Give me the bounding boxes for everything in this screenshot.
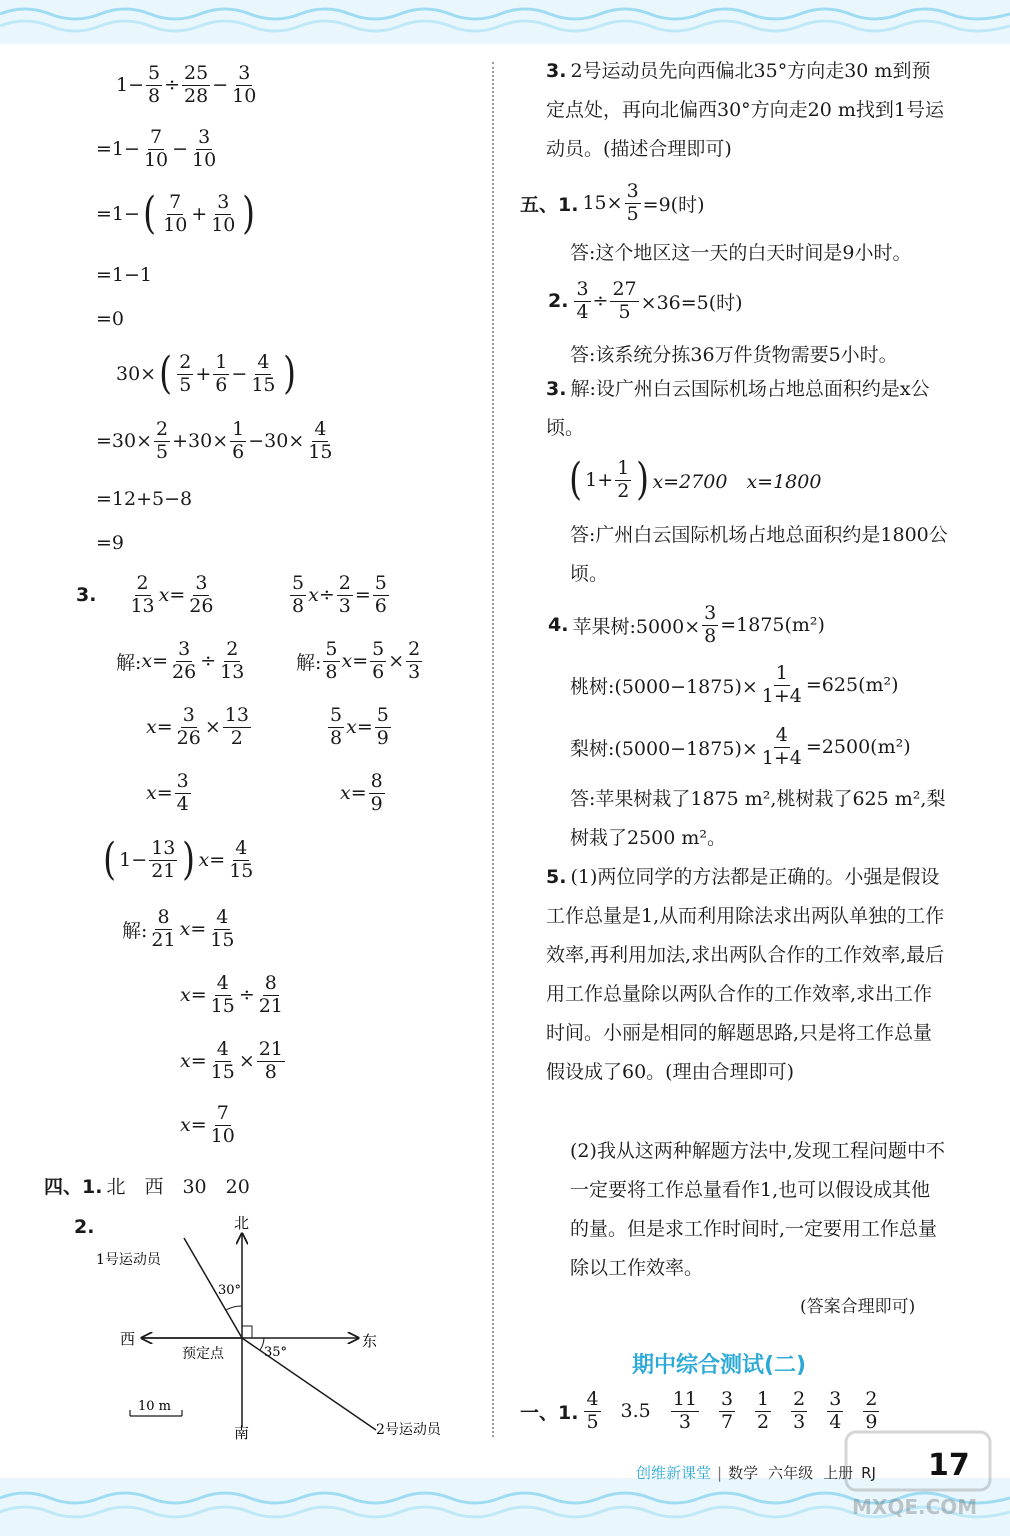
fraction: $\frac{8}{21}$ (258, 972, 283, 1017)
r-q5-2-formula: 2. $\frac{3}{4}$ ÷ $\frac{27}{5}$ ×36=5(时) (548, 278, 743, 323)
fraction: $\frac{11}{3}$ (672, 1388, 697, 1433)
footer-term: 上册 (823, 1464, 854, 1482)
fraction: $\frac{2}{13}$ (130, 572, 155, 617)
q3-eq-c3: x = $\frac{4}{15}$ ÷ $\frac{8}{21}$ (180, 972, 283, 1017)
fraction: $\frac{1}{6}$ (232, 418, 245, 463)
fraction: $\frac{5}{8}$ (148, 62, 161, 107)
label-point: 预定点 (182, 1346, 224, 1362)
fraction: $\frac{2}{5}$ (179, 350, 192, 396)
fraction: $\frac{5}{8}$ (330, 704, 343, 749)
r-q5-4-peach: 桃树:(5000−1875)× $\frac{1}{1+4}$ =625(m²) (570, 662, 899, 707)
fraction: $\frac{4}{15}$ (210, 906, 235, 951)
fraction: $\frac{3}{10}$ (211, 190, 236, 236)
q3-eq-b3: $\frac{5}{8}$ x = $\frac{5}{9}$ (330, 704, 389, 749)
line-to-athlete-2 (242, 1338, 376, 1430)
label-angle-30: 30° (218, 1283, 242, 1298)
q3-eq-c4: x = $\frac{4}{15}$ × $\frac{21}{8}$ (180, 1038, 283, 1083)
fraction: $\frac{27}{5}$ (612, 278, 637, 323)
fraction: $\frac{13}{21}$ (151, 836, 176, 882)
label-scale: 10 m (138, 1399, 172, 1414)
fraction: $\frac{1}{2}$ (617, 456, 630, 502)
label-east: 东 (362, 1332, 378, 1350)
calc1-line5: =0 (96, 308, 125, 330)
fraction: $\frac{4}{15}$ (210, 1038, 235, 1083)
fraction: $\frac{5}{8}$ (292, 572, 305, 617)
fraction: $\frac{3}{26}$ (176, 704, 201, 749)
q3-eq-c5: x = $\frac{7}{10}$ (180, 1102, 235, 1147)
calc2-line1: 30× ( $\frac{2}{5}$ + $\frac{1}{6}$ − $\frac{4}{15}$ ) (116, 348, 296, 399)
calc1-line1: 1− $\frac{5}{8}$ ÷ $\frac{25}{28}$ − $\frac{3}{10}$ (116, 62, 257, 107)
q3-eq-c1: ( 1− $\frac{13}{21}$ ) x = $\frac{4}{15}$ (103, 834, 254, 885)
q3-eq-a2: 解: x = $\frac{3}{26}$ ÷ $\frac{2}{13}$ (116, 638, 245, 683)
r-q5-5-p2: (2)我从这两种解题方法中,发现工程问题中不一定要将工作总量看作1,也可以假设成其他的量。但是求工作时间时,一定要用工作总量除以工作效率。 (570, 1140, 945, 1279)
label-angle-35: 35° (264, 1345, 288, 1360)
angle-mark-30 (226, 1306, 242, 1310)
q3-eq-b2: 解: $\frac{5}{8}$ x = $\frac{5}{6}$ × $\frac{2}{3}$ (296, 638, 421, 683)
fraction: $\frac{5}{9}$ (376, 704, 389, 749)
fraction: $\frac{7}{10}$ (143, 126, 169, 171)
r-q5-4-pear: 梨树:(5000−1875)× $\frac{4}{1+4}$ =2500(m²) (570, 724, 911, 769)
calc1-line4: =1−1 (96, 264, 153, 286)
q4-2-number: 2. (74, 1216, 95, 1238)
footer-subject: 数学 (728, 1464, 759, 1482)
fraction: $\frac{3}{8}$ (704, 602, 717, 647)
fraction: $\frac{7}{10}$ (163, 190, 188, 236)
r-q5-5-note: (答案合理即可) (800, 1297, 916, 1317)
fraction: $\frac{25}{28}$ (184, 62, 209, 107)
label-athlete-1: 1号运动员 (96, 1252, 161, 1268)
fraction: $\frac{3}{26}$ (189, 572, 214, 617)
footer-grade: 六年级 (768, 1464, 814, 1482)
fraction: $\frac{4}{5}$ (586, 1388, 599, 1433)
fraction: $\frac{2}{5}$ (156, 418, 169, 463)
watermark-text: MXQE.COM (852, 1495, 978, 1519)
right-angle-mark (242, 1326, 252, 1338)
r-q5-1-answer: 答:这个地区这一天的白天时间是9小时。 (570, 242, 912, 264)
r-q5-4-answer: 答:苹果树栽了1875 m²,桃树栽了625 m²,梨树栽了2500 m²。 (570, 788, 946, 849)
calc1-line3: =1− ( $\frac{7}{10}$ + $\frac{3}{10}$ ) (96, 188, 256, 239)
fraction: $\frac{2}{3}$ (793, 1388, 806, 1433)
fraction: $\frac{4}{1+4}$ (761, 724, 802, 769)
fraction: $\frac{3}{4}$ (176, 770, 189, 815)
fraction: $\frac{5}{8}$ (325, 638, 338, 683)
fraction: $\frac{8}{21}$ (151, 906, 176, 951)
label-west: 西 (120, 1330, 136, 1348)
fraction: $\frac{1}{2}$ (757, 1388, 770, 1433)
q3-eq-a1: 3. $\frac{2}{13}$ x = $\frac{3}{26}$ (76, 572, 214, 617)
r-q5-3-answer: 答:广州白云国际机场占地总面积约是1800公顷。 (570, 524, 948, 585)
label-south: 南 (234, 1424, 250, 1442)
page-number: 17 (928, 1448, 970, 1483)
fraction: $\frac{1}{1+4}$ (761, 662, 802, 707)
fraction: $\frac{7}{10}$ (210, 1102, 235, 1147)
fraction: $\frac{5}{6}$ (374, 572, 387, 617)
calc2-line3: =12+5−8 (96, 488, 193, 510)
fraction: $\frac{2}{9}$ (865, 1388, 878, 1433)
fraction: $\frac{2}{13}$ (220, 638, 245, 683)
r-q5-3-text: 3. 解:设广州白云国际机场占地总面积约是x公顷。 (546, 378, 930, 439)
fraction: $\frac{4}{15}$ (210, 972, 235, 1017)
q4-1-answer: 四、1. 北 西 30 20 (44, 1176, 250, 1198)
r-q5-2-answer: 答:该系统分拣36万件货物需要5小时。 (570, 344, 898, 366)
fraction: $\frac{2}{3}$ (338, 572, 351, 617)
fraction: $\frac{4}{15}$ (229, 836, 254, 882)
r-q3-text: 3. 2号运动员先向西偏北35°方向走30 m到预定点处，再向北偏西30°方向走20 m找到1号运动员。(描述合理即可) (546, 60, 944, 160)
q3-eq-a4: x = $\frac{3}{4}$ (146, 770, 189, 815)
calc2-line4: =9 (96, 532, 125, 554)
fraction: $\frac{21}{8}$ (258, 1038, 283, 1083)
footer: 创维新课堂 | 数学 六年级 上册 RJ (636, 1463, 876, 1482)
calc2-line2: =30× $\frac{2}{5}$ +30× $\frac{1}{6}$ −30× $\frac{4}{15}$ (96, 418, 333, 463)
fraction: $\frac{3}{4}$ (829, 1388, 842, 1433)
fraction: $\frac{13}{2}$ (224, 704, 249, 749)
fraction: $\frac{3}{10}$ (232, 62, 257, 107)
q3-eq-b4: x = $\frac{8}{9}$ (340, 770, 383, 815)
r-q1-answers: 一、1. $\frac{4}{5}$ 3.5 $\frac{11}{3}$ $\frac{3}{7}$ $\frac{1}{2}$ $\frac{2}{3}$ $\frac{3}{4}$ $\frac{2}{9}$ (520, 1388, 878, 1433)
q3-eq-b1: $\frac{5}{8}$ x ÷ $\frac{2}{3}$ = $\frac{5}{6}$ (292, 572, 387, 617)
label-north: 北 (234, 1214, 250, 1232)
fraction: $\frac{1}{6}$ (215, 350, 228, 396)
fraction: $\frac{3}{5}$ (626, 180, 639, 225)
fraction: $\frac{4}{15}$ (308, 418, 333, 463)
watermark-logo (838, 1424, 998, 1524)
fraction: $\frac{3}{10}$ (192, 126, 217, 171)
r-q5-3-equation: ( 1+ $\frac{1}{2}$ ) x=2700 x=1800 (569, 454, 822, 505)
fraction: $\frac{5}{6}$ (372, 638, 385, 683)
fraction: $\frac{4}{15}$ (251, 350, 276, 396)
column-divider (492, 62, 494, 1437)
direction-diagram (80, 1212, 480, 1442)
fraction: $\frac{3}{4}$ (576, 278, 589, 323)
fraction: $\frac{3}{7}$ (720, 1388, 734, 1433)
r-q5-5-p1: 5. (1)两位同学的方法都是正确的。小强是假设工作总量是1,从而利用除法求出两队单独的工作效率,再利用加法,求出两队合作的工作效率,最后用工作总量除以两队合作的工作效率,求出工作时间。小丽是相同的解题思路,只是将工作总量假设成了60。(理由合理即可) (546, 866, 945, 1083)
r-q5-4-apple: 4. 苹果树:5000× $\frac{3}{8}$ =1875(m²) (548, 602, 825, 647)
calc1-line2: =1− $\frac{7}{10}$ − $\frac{3}{10}$ (96, 126, 217, 171)
q3-eq-c2: 解: $\frac{8}{21}$ x = $\frac{4}{15}$ (122, 906, 235, 951)
top-wave-band (0, 0, 1010, 44)
fraction: $\frac{8}{9}$ (370, 770, 383, 815)
footer-edition: RJ (861, 1463, 876, 1482)
r-q5-1-formula: 五、1. 15× $\frac{3}{5}$ =9(时) (520, 180, 705, 225)
q3-eq-a3: x = $\frac{3}{26}$ × $\frac{13}{2}$ (146, 704, 249, 749)
fraction: $\frac{3}{26}$ (172, 638, 197, 683)
fraction: $\frac{2}{3}$ (408, 638, 421, 683)
section-title: 期中综合测试(二) (632, 1353, 807, 1378)
footer-brand: 创维新课堂 (636, 1464, 712, 1482)
label-athlete-2: 2号运动员 (376, 1422, 441, 1438)
